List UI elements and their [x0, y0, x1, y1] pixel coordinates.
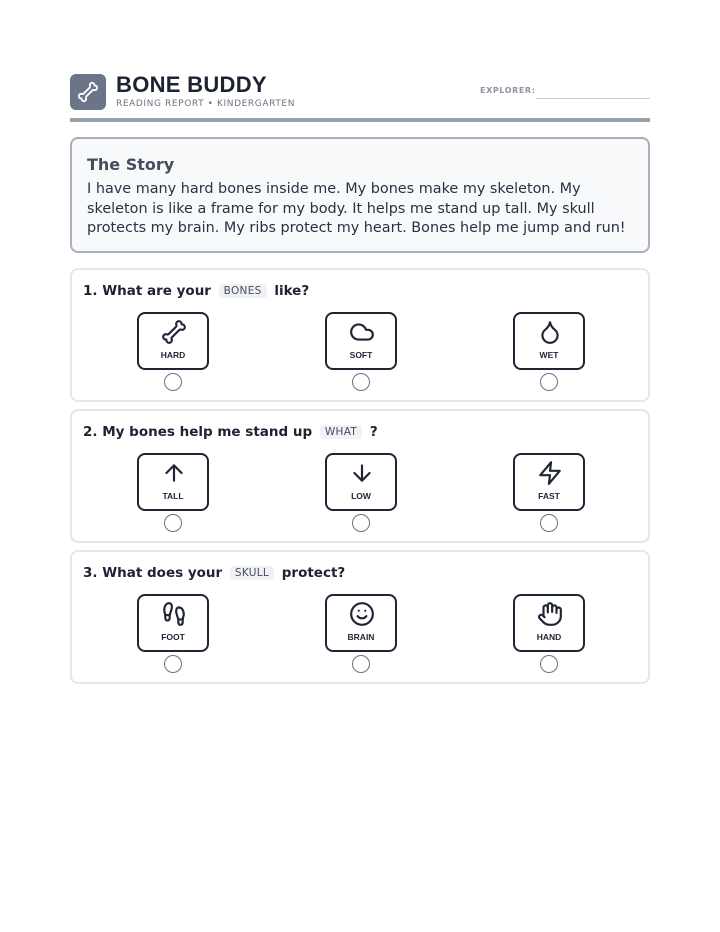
option-label: HARD: [160, 350, 186, 360]
question-prompt: What does your: [102, 565, 223, 581]
story-box: [70, 137, 650, 253]
question-number: 1.: [83, 283, 98, 299]
option-foot[interactable]: [137, 594, 209, 652]
option-label: FAST: [538, 491, 560, 501]
story-title: The Story: [87, 155, 175, 174]
question-prompt-end: ?: [369, 424, 378, 440]
radio-hand[interactable]: [540, 655, 558, 673]
bone-icon: [70, 74, 106, 110]
radio-tall[interactable]: [164, 514, 182, 532]
question-card-1: [70, 268, 650, 402]
question-prompt: What are your: [102, 283, 211, 299]
droplet-icon: [537, 319, 563, 345]
page-title: BONE BUDDY: [116, 72, 267, 97]
header-divider: [70, 118, 650, 122]
option-label: SOFT: [349, 350, 373, 360]
option-wet[interactable]: [513, 312, 585, 370]
option-fast[interactable]: [513, 453, 585, 511]
option-hand[interactable]: [513, 594, 585, 652]
radio-foot[interactable]: [164, 655, 182, 673]
footprints-icon: [161, 601, 187, 627]
question-number: 2.: [83, 424, 98, 440]
option-label: WET: [539, 350, 559, 360]
radio-soft[interactable]: [352, 373, 370, 391]
option-label: HAND: [536, 632, 562, 642]
question-text: [83, 283, 309, 299]
option-tall[interactable]: [137, 453, 209, 511]
question-prompt: My bones help me stand up: [102, 424, 313, 440]
radio-wet[interactable]: [540, 373, 558, 391]
smile-icon: [349, 601, 375, 627]
option-brain[interactable]: [325, 594, 397, 652]
story-text: I have many hard bones inside me. My bones make my skeleton. My skeleton is like a frame for my body. It helps me stand up tall. My skull protects my brain. My ribs protect my heart. Bones help me jump and run!: [87, 181, 626, 236]
question-card-3: [70, 550, 650, 684]
explorer-label: EXPLORER:: [480, 86, 536, 95]
question-card-2: [70, 409, 650, 543]
cloud-icon: [349, 319, 375, 345]
radio-fast[interactable]: [540, 514, 558, 532]
question-number: 3.: [83, 565, 98, 581]
page-header: [70, 72, 650, 112]
keyword-pill: BONES: [219, 284, 267, 298]
keyword-pill: WHAT: [320, 425, 362, 439]
question-text: [83, 565, 345, 581]
hand-icon: [537, 601, 563, 627]
option-label: TALL: [162, 491, 184, 501]
option-label: FOOT: [161, 632, 185, 642]
radio-hard[interactable]: [164, 373, 182, 391]
bone-icon: [161, 319, 187, 345]
option-label: LOW: [351, 491, 371, 501]
lightning-icon: [537, 460, 563, 486]
keyword-pill: SKULL: [230, 566, 274, 580]
radio-brain[interactable]: [352, 655, 370, 673]
question-prompt-end: protect?: [281, 565, 346, 581]
option-low[interactable]: [325, 453, 397, 511]
page-subtitle: READING REPORT • KINDERGARTEN: [116, 99, 296, 109]
radio-low[interactable]: [352, 514, 370, 532]
option-hard[interactable]: [137, 312, 209, 370]
option-soft[interactable]: [325, 312, 397, 370]
question-text: [83, 424, 378, 440]
option-label: BRAIN: [347, 632, 375, 642]
arrow-up-icon: [161, 460, 187, 486]
explorer-name-field[interactable]: [536, 98, 650, 99]
question-prompt-end: like?: [274, 283, 310, 299]
arrow-down-icon: [349, 460, 375, 486]
